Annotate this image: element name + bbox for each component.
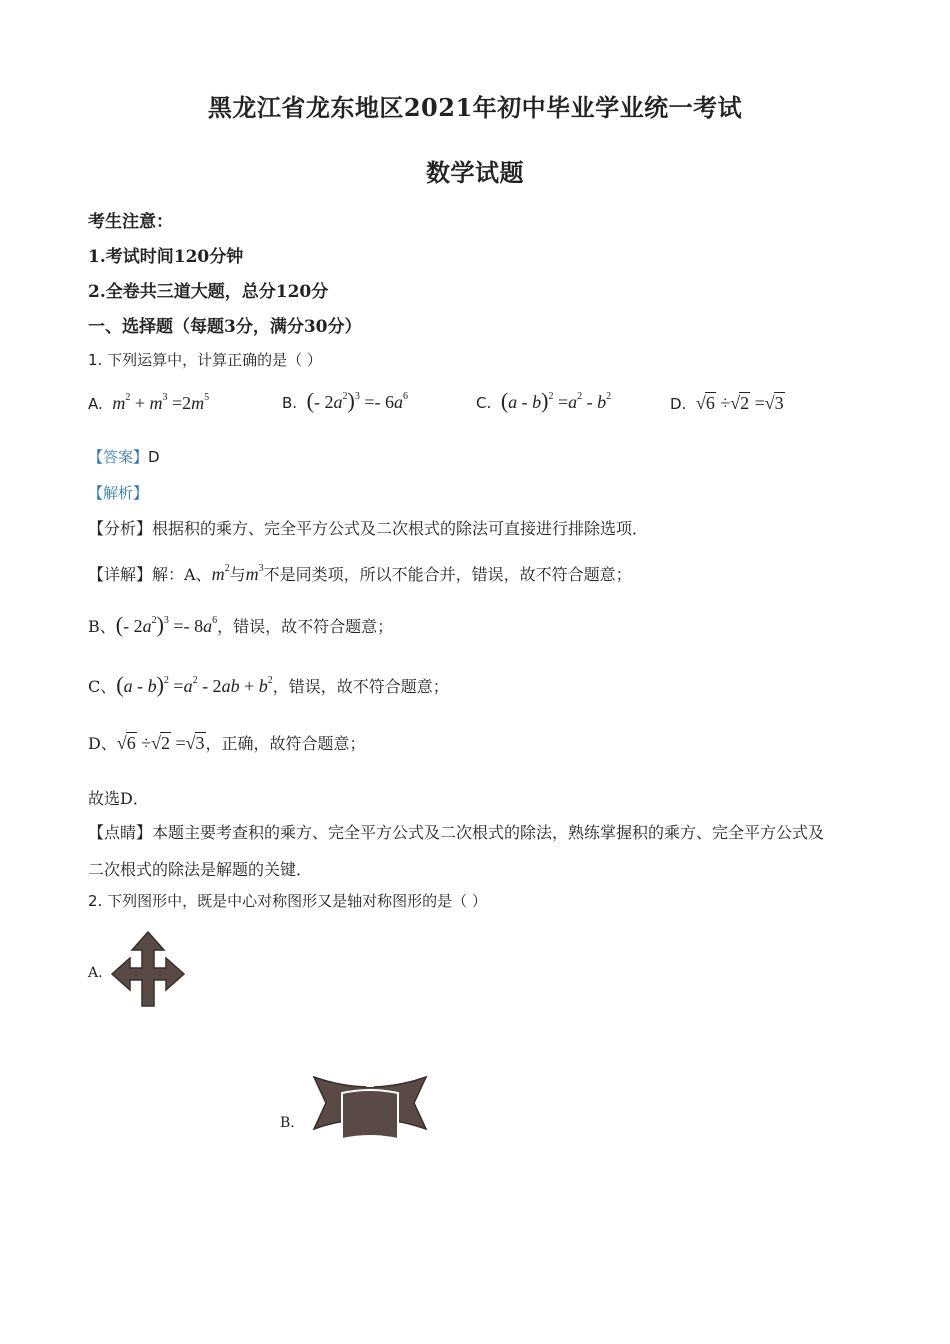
analysis-dianjing-line-2: 二次根式的除法是解题的关键． xyxy=(88,860,313,879)
question-1-option-c xyxy=(476,388,611,414)
analysis-c-label: C、 xyxy=(88,677,117,696)
notice-item-2: 2.全卷共三道大题，总分120分 xyxy=(88,282,329,302)
section-heading: 一、选择题（每题3分，满分30分） xyxy=(88,317,362,337)
analysis-c xyxy=(88,672,449,698)
analysis-b-label: B、 xyxy=(88,617,116,636)
question-2-stem: 2. 下列图形中，既是中心对称图形又是轴对称图形的是（ ） xyxy=(88,892,487,910)
option-b-label: B. xyxy=(282,394,298,412)
analysis-dianjing-line-1: 【点睛】本题主要考查积的乘方、完全平方公式及二次根式的除法，熟练掌握积的乘方、完全平方公式及 xyxy=(88,823,825,842)
analysis-b xyxy=(88,612,393,638)
option-c-label: C. xyxy=(476,394,492,412)
three-arrow-figure xyxy=(110,930,186,1008)
xiangjie-mid: 与 xyxy=(229,565,246,584)
banner-figure xyxy=(312,1075,428,1143)
question-1-option-a xyxy=(88,392,209,414)
analysis-fenxi: 【分析】根据积的乘方、完全平方公式及二次根式的除法可直接进行排除选项． xyxy=(88,519,649,538)
xiangjie-suffix: 不是同类项，所以不能合并，错误，故不符合题意； xyxy=(263,565,632,584)
answer-line xyxy=(88,446,160,467)
analysis-d xyxy=(88,731,366,754)
analysis-b-formula: (- $2a^2)^3 =- 8a^6$ xyxy=(115,612,218,637)
xiangjie-prefix: 【详解】解：A、 xyxy=(88,565,212,584)
answer-value: D xyxy=(148,448,160,466)
option-a-label: A. xyxy=(88,395,103,413)
question-1-option-d xyxy=(670,392,785,414)
document-title: 黑龙江省龙东地区2021年初中毕业学业统一考试 xyxy=(207,93,743,122)
question-2-option-a-label: A. xyxy=(88,965,103,981)
notice-heading: 考生注意： xyxy=(88,212,173,232)
document-subtitle: 数学试题 xyxy=(426,158,524,187)
analysis-c-comment: ，错误，故不符合题意； xyxy=(272,677,449,696)
answer-tag: 【答案】 xyxy=(88,448,149,466)
analysis-d-label: D、 xyxy=(88,734,117,753)
question-1-option-b xyxy=(282,388,408,414)
term-m2: $m^2$ xyxy=(211,563,230,584)
analysis-d-formula: √6 ÷√2 =√3 xyxy=(116,733,205,753)
analysis-d-comment: ，正确，故符合题意； xyxy=(205,734,366,753)
option-a-formula: $m^2 + m^3 =2m^5$ xyxy=(107,392,210,413)
analysis-c-formula: $(a - b)^2 =a^2 - 2ab + b^2$ xyxy=(116,672,273,697)
option-d-label: D. xyxy=(670,395,687,413)
analysis-b-comment: ，错误，故不符合题意； xyxy=(217,617,394,636)
option-b-formula: (- $2a^2)^3 =- 6a^6$ xyxy=(306,388,408,413)
question-1-stem: 1. 下列运算中，计算正确的是（ ） xyxy=(88,351,322,369)
question-2-option-b-label: B. xyxy=(280,1115,295,1131)
analysis-tag: 【解析】 xyxy=(88,484,149,502)
analysis-conclusion: 故选D． xyxy=(88,789,149,808)
notice-item-1: 1.考试时间120分钟 xyxy=(88,247,244,267)
analysis-xiangjie xyxy=(88,562,632,585)
term-m3: $m^3$ xyxy=(245,563,264,584)
option-c-formula: $(a - b)^2 =a^2 - b^2$ xyxy=(500,388,612,413)
option-d-formula: √6 ÷√2 =√3 xyxy=(691,393,784,413)
